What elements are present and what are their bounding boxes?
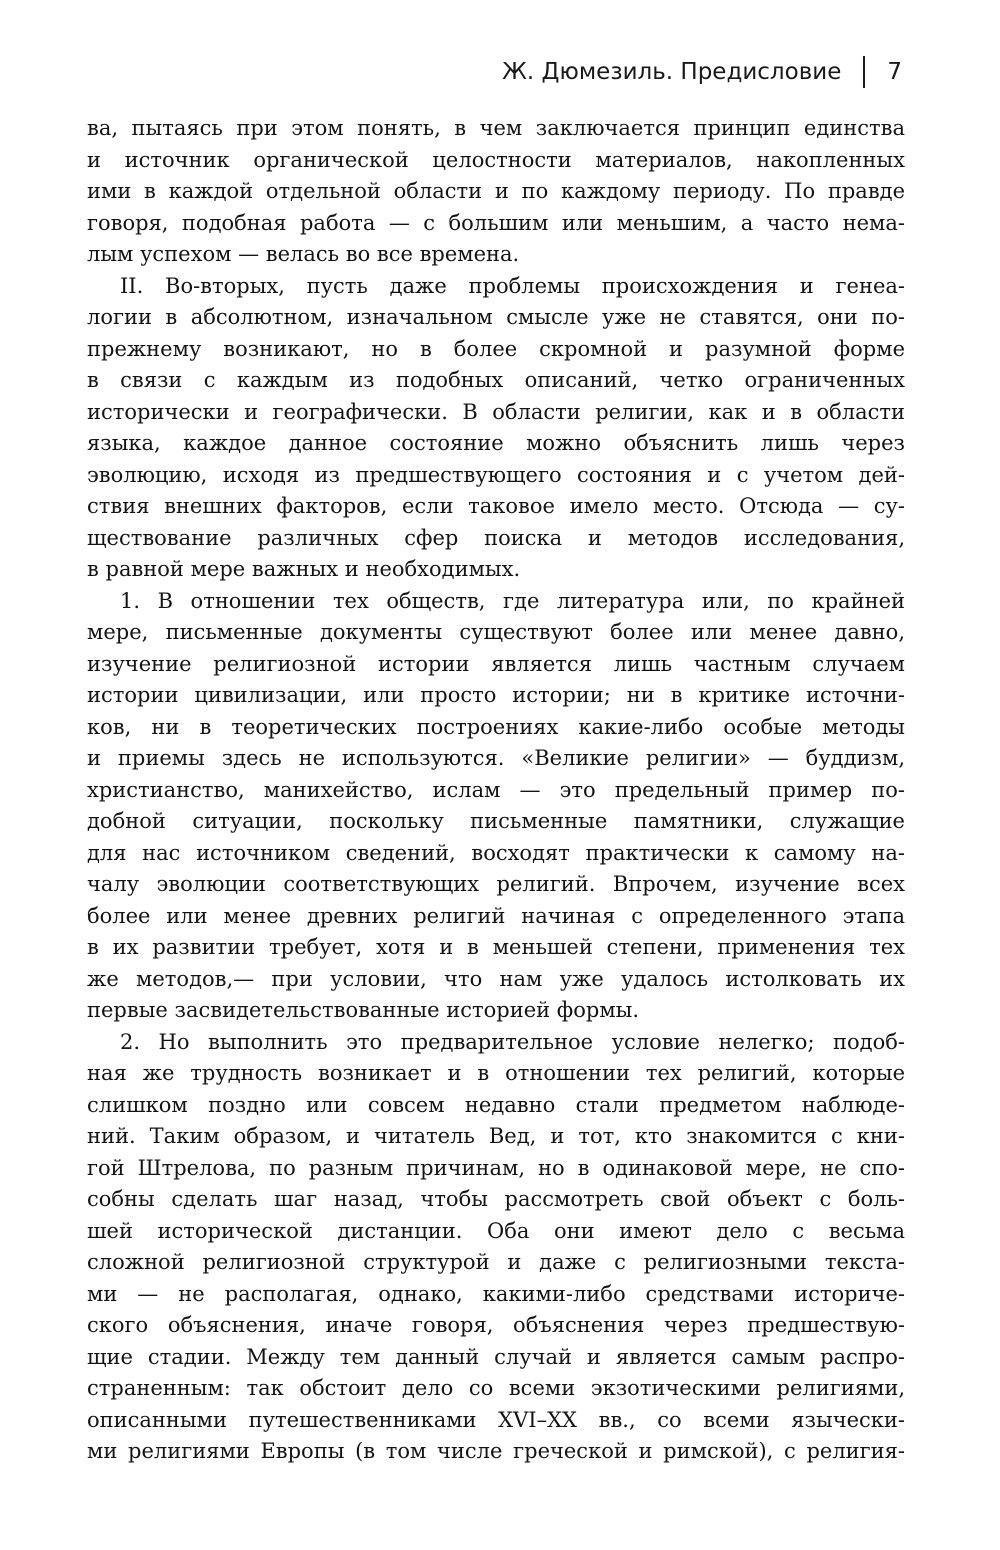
paragraph — [87, 113, 905, 271]
text-line: и приемы здесь не используются. «Великие религии» — буддизм, — [87, 746, 905, 770]
text-line: описанными путешественниками XVI–XX вв., со всеми язычески- — [87, 1407, 905, 1432]
text-line: в связи с каждым из подобных описаний, четко ограниченных — [87, 368, 905, 392]
header-divider — [863, 56, 865, 88]
paragraph — [87, 1027, 905, 1468]
text-line: щие стадии. Между тем данный случай и является самым распро- — [87, 1344, 905, 1369]
text-line: истории цивилизации, или просто истории; ни в критике источни- — [87, 683, 905, 707]
text-line: ими в каждой отдельной области и по каждому периоду. По правде — [87, 179, 905, 203]
text-line: чалу эволюции соответствующих религий. Впрочем, изучение всех — [87, 872, 905, 896]
paragraph — [87, 586, 905, 1027]
text-line: исторически и географически. В области религии, как и в области — [87, 399, 905, 424]
body-text — [87, 113, 905, 1468]
text-line: ва, пытаясь при этом понять, в чем заключается принцип единства — [87, 116, 905, 140]
text-line: ний. Таким образом, и читатель Вед, и тот, кто знакомится с кни- — [87, 1124, 905, 1148]
text-line: ского объяснения, иначе говоря, объяснения через предшествую- — [87, 1313, 905, 1337]
text-line: и источник органической целостности материалов, накопленных — [87, 147, 905, 172]
text-line: говоря, подобная работа — с большим или меньшим, а часто нема- — [87, 210, 905, 235]
text-line: эволюцию, исходя из предшествующего состояния и с учетом дей- — [87, 462, 905, 487]
text-line: шей исторической дистанции. Оба они имеют дело с весьма — [87, 1218, 905, 1243]
running-head — [502, 52, 902, 92]
text-line: собны сделать шаг назад, чтобы рассмотреть свой объект с боль- — [87, 1187, 905, 1211]
text-line: изучение религиозной истории является лишь частным случаем — [87, 651, 905, 676]
text-line: сложной религиозной структурой и даже с религиозными текста- — [87, 1250, 905, 1274]
text-line: ществование различных сфер поиска и методов исследования, — [87, 525, 905, 550]
paragraph — [87, 271, 905, 586]
text-line: ков, ни в теоретических построениях какие-либо особые методы — [87, 714, 905, 739]
text-line: 2. Но выполнить это предварительное условие нелегко; подоб- — [120, 1029, 905, 1054]
text-line: слишком поздно или совсем недавно стали предметом наблюде- — [87, 1092, 905, 1117]
text-line: в равной мере важных и необходимых. — [87, 557, 521, 581]
text-line: страненным: так обстоит дело со всеми экзотическими религиями, — [87, 1376, 905, 1400]
text-line: христианство, манихейство, ислам — это предельный пример по- — [87, 777, 905, 802]
text-line: гой Штрелова, по разным причинам, но в одинаковой мере, не спо- — [87, 1155, 905, 1180]
text-line: II. Во-вторых, пусть даже проблемы происхождения и генеа- — [120, 273, 905, 298]
running-title: Ж. Дюмезиль. Предисловие — [502, 59, 842, 85]
text-line: в их развитии требует, хотя и в меньшей степени, применения тех — [87, 935, 905, 959]
page-number: 7 — [887, 59, 902, 85]
text-line: более или менее древних религий начиная с определенного этапа — [87, 903, 905, 928]
text-line: мере, письменные документы существуют более или менее давно, — [87, 620, 905, 644]
text-line: первые засвидетельствованные историей формы. — [87, 998, 640, 1022]
text-line: ствия внешних факторов, если таковое имело место. Отсюда — су- — [87, 494, 905, 518]
text-line: языка, каждое данное состояние можно объяснить лишь через — [87, 431, 905, 455]
text-line: ми — не располагая, однако, какими-либо средствами историче- — [87, 1281, 905, 1306]
text-line: для нас источником сведений, восходят практически к самому на- — [87, 840, 905, 865]
text-line: логии в абсолютном, изначальном смысле уже не ставятся, они по- — [87, 305, 905, 329]
text-line: ная же трудность возникает и в отношении тех религий, которые — [87, 1061, 905, 1085]
text-line: прежнему возникают, но в более скромной и разумной форме — [87, 336, 905, 361]
text-line: лым успехом — велась во все времена. — [87, 242, 520, 266]
text-line: добной ситуации, поскольку письменные памятники, служащие — [87, 809, 905, 833]
text-line: ми религиями Европы (в том числе греческой и римской), с религия- — [87, 1439, 905, 1463]
text-line: же методов,— при условии, что нам уже удалось истолковать их — [87, 966, 905, 991]
text-line: 1. В отношении тех обществ, где литература или, по крайней — [120, 588, 905, 613]
